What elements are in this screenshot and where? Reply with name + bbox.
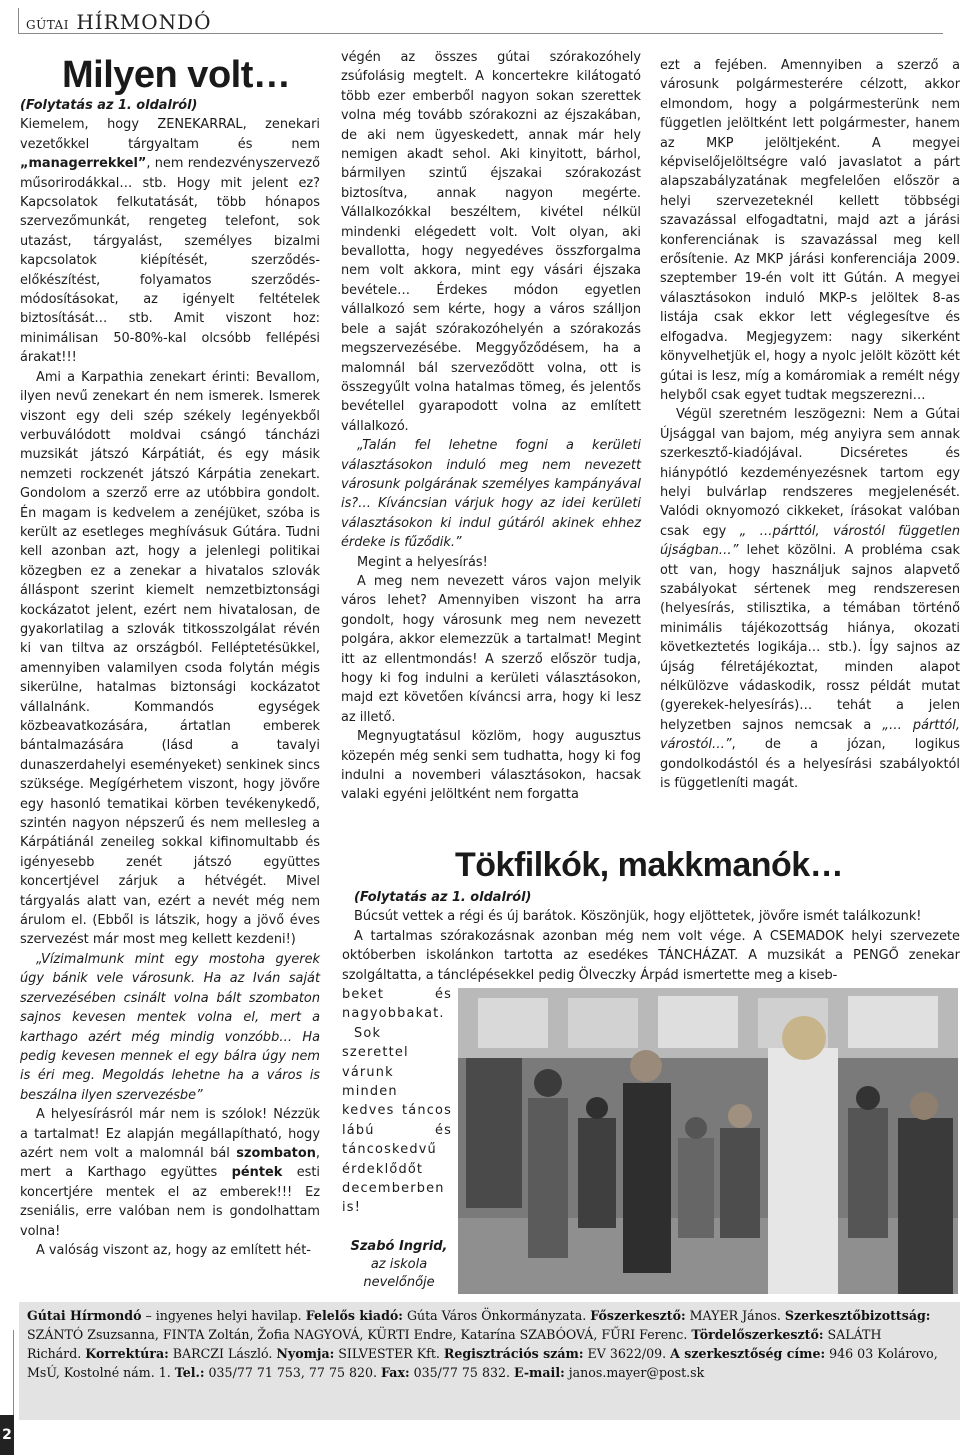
article2-signature: [348, 1238, 450, 1292]
text-run: SALÁTH: [823, 1327, 882, 1342]
text-run-bold: Korrektúra:: [85, 1346, 169, 1361]
article1-paragraph: [20, 1105, 320, 1241]
text-run: 035/77 71 753, 77 75 820.: [204, 1365, 382, 1380]
masthead-name-large: HÍRMONDÓ: [76, 10, 212, 34]
text-run: MsÚ, Kostolné nám. 1.: [27, 1365, 175, 1380]
imprint-box: [19, 1302, 960, 1420]
text-run: , mert a Karthago együttes: [20, 1145, 320, 1181]
masthead-title: [26, 10, 212, 34]
article2-title: Tökfilkók, makkmanók…: [455, 846, 844, 884]
text-run-italic: „ …párttól, várostól független újságban…”: [660, 523, 960, 559]
dance-photo-image: [458, 988, 958, 1294]
imprint-line-2: [27, 1325, 952, 1344]
article1-quote: „Talán fel lehetne fogni a kerületi választásokon induló meg nem nevezett városunk polgárának személyes kampányával is?… Kíváncsian várjuk hogy az idei kerületi választásokon ki indul gútáról akinek ehhez érdeke is fűződik.”: [341, 438, 641, 551]
text-run: janos.mayer@post.sk: [564, 1365, 705, 1380]
article1-title: Milyen volt…: [62, 54, 291, 96]
page-number: 2: [0, 1415, 14, 1455]
dance-photo: [458, 988, 958, 1294]
text-run-bold: „managerrekkel”: [20, 156, 147, 172]
text-run: 035/77 75 832.: [409, 1365, 514, 1380]
article1-column-3: [660, 56, 960, 793]
text-run-bold: Szerkesztőbizottság:: [784, 1308, 931, 1323]
text-run: esti koncertjére mentek el az emberek!!! Ez zseniális, erre valóban nem is gondolhattam volna!: [20, 1165, 320, 1239]
masthead-name-small: GÚTAI: [26, 18, 69, 32]
signature-role-line-1: az iskola: [370, 1257, 428, 1272]
text-run-bold: Nyomja:: [276, 1346, 335, 1361]
text-run: SILVESTER Kft.: [334, 1346, 444, 1361]
article1-paragraph: [660, 405, 960, 793]
text-run-bold: Fax:: [381, 1365, 410, 1380]
text-run-bold: péntek: [231, 1165, 283, 1181]
text-run-bold: Regisztrációs szám:: [443, 1346, 584, 1361]
text-run: lehet közölni. A probléma csak ott van, hogy használjuk sajnos alapvető szabályokat sértenek meg rendszeresen (helyesírás, stilisztika, a témában történő minimális tájékozottság hiánya, okozati következtetés logikája… stb.). Így sajnos az újság félretájékoztat, minden alapot nélkülözve vádaskodik, rossz példát mutat (gyerekek-helyesírás)… tehát a jelen helyzetben sajnos nemcsak a: [660, 543, 960, 733]
article1-column-2: [341, 48, 641, 805]
signature-role-line-2: nevelőnője: [363, 1275, 435, 1290]
imprint-line-3: [27, 1344, 952, 1363]
article2-body: [342, 888, 960, 985]
article1-paragraph: Ami a Karpathia zenekart érinti: Bevallom, ilyen nevű zenekart én nem ismerek. Ismerek viszont egy deli szép székely legényekből verbuválódott moldvai csángó táncházi muzsikát játszó Kárpátiát, és egy másik nemzeti rockzenét játszó Kárpátia zenekart. Gondolom a szerző erre az utóbbira gondolt. Én magam is kedvelem a zenéjüket, szóba is került az esetleges meghívásuk Gútára. Tudni kell azonban azt, hogy a jelenlegi politikai közegben ez a zenekar a hivatalos szlovák álláspont szerint kiemelt nemzetbiztonsági kockázatot jelent, ezért nem hivatalosan, de gyakorlatilag a szlovák titkosszolgálat révén ki van tiltva az országból. Felléptetésükkel, amennyiben valamilyen csoda folytán mégis sikerülne, hatalmas biztonsági kockázatot vállalnánk. Kommandós egységek közbeavatkozására, ártatlan emberek bántalmazására (lásd a tavalyi dunaszerdahelyi eseményeket) senkinek sincs szüksége. Megígérhetem viszont, hogy jövőre egy hasonló tematikai körben tevékenykedő, szintén nagyon népszerű és nem mellesleg a Kárpátiánál zeneileg sokkal kifinomultabb és igényesebb zenét játszó együttes koncertjével zárjuk a hétvégét. Mivel tárgyalás alatt van, ezért a nevét még nem árulom el. (Ebből is látszik, hogy a jövő éves szervezést már most meg kellett kezdeni!): [20, 369, 320, 948]
text-run: Kiemelem, hogy ZENEKARRAL, zenekari vezetőkkel tárgyaltam és nem: [20, 117, 320, 152]
imprint-line-4: [27, 1363, 952, 1382]
article1-continued: (Folytatás az 1. oldalról): [20, 98, 198, 113]
masthead-rule: [18, 8, 19, 34]
article1-column-1: [20, 96, 320, 1260]
article1-paragraph: ezt a fejében. Amennyiben a szerző a városunk polgármesterére célzott, akkor elmondom, hogy a polgármesterünk nem független jelöltként lett polgármester, hanem az MKP jelöltjeként. A megyei képviselőjelöltségre való javaslatot a párt alapszabályzatának megfelelően először a helyi szervezeteknél kellett többségi szavazással elfogadtatni, majd azt a járási konferenciának is szavazással meg kell erősítenie. Az MKP járási konferenciája 2009. szeptember 19-én volt itt Gútán. A megyei választásokon induló MKP-s jelöltek 8-as listája csak ekkor lett véglegesítve és elfogadva. Megjegyzem: nagy sikerként könyvelhetjük el, hogy a nyolc jelölt között két gútai is lesz, míg a komáromiak a remélt négy helyből csak egyet tudtak megszerezni…: [660, 58, 960, 403]
text-run: MAYER János.: [685, 1308, 785, 1323]
text-run-bold: Felelős kiadó:: [305, 1308, 403, 1323]
article2-paragraph: Sok szerettel várunk minden kedves táncos lábú és táncoskedvű érdeklődőt decemberben is!: [342, 1025, 452, 1216]
article1-paragraph: [20, 115, 320, 367]
text-run: EV 3622/09.: [583, 1346, 671, 1361]
article1-quote: „Vízimalmunk mint egy mostoha gyerek úgy bánik vele városunk. Ha az Iván saját szervezésében csinált volna bált szombaton sajnos kevesen mentek volna el, mert a karthago azért még mindig vonzóbb… Ha pedig kevesen mennek el egy bálra úgy nem is éri meg. Megoldás lehetne ha a város is beszálna ilyen szervezésbe”: [20, 951, 320, 1103]
text-run-bold: Gútai Hírmondó: [27, 1308, 142, 1323]
text-run-italic: „… párttól, várostól…”: [660, 717, 960, 753]
article1-paragraph: Megint a helyesírás!: [357, 554, 488, 570]
text-run: SZÁNTÓ Zsuzsanna, FINTA Zoltán, Žofia NAGYOVÁ, KÜRTI Endre, Katarína SZABÓOVÁ, FŰRI Ferenc.: [27, 1327, 692, 1342]
article2-paragraph: beket és nagyobbakat.: [342, 987, 452, 1022]
article2-narrow-column: [342, 985, 452, 1218]
text-run: , de a józan, logikus gondolkodástól és a helyesírási szabályoktól is függetleníti magát.: [660, 737, 960, 792]
text-run-bold: Tördelőszerkesztő:: [691, 1327, 824, 1342]
masthead: [18, 8, 943, 34]
article2-paragraph: A tartalmas szórakozásnak azonban még nem volt vége. A CSEMADOK helyi szervezete októberben iskolánkon tartotta az esedékes TÁNCHÁZAT. A muzsikát a PENGŐ zenekar szolgáltatta, a tánclépésekkel pedig Ölveczky Árpád ismertette meg a kiseb-: [342, 928, 960, 983]
imprint-line-1: [27, 1306, 952, 1325]
text-run-bold: E-mail:: [514, 1365, 565, 1380]
text-run: Richárd.: [27, 1346, 86, 1361]
text-run-bold: A szerkesztőség címe:: [670, 1346, 826, 1361]
text-run: A helyesírásról már nem is szólok! Nézzük a tartalmat! Ez alapján megállapítható, hogy azért nem volt a malomnál bál: [20, 1107, 320, 1161]
signature-name: Szabó Ingrid,: [350, 1239, 448, 1254]
text-run-bold: Tel.:: [174, 1365, 205, 1380]
text-run-bold: szombaton: [236, 1145, 316, 1161]
article2-paragraph: Búcsút vettek a régi és új barátok. Köszönjük, hogy eljöttetek, jövőre ismét találkozunk!: [354, 909, 922, 925]
text-run: , nem rendezvényszervező műsorirodákkal… stb. Hogy mit jelent ez? Kapcsolatok felkutatását, több hónapos szervezőmunkát, rengeteg telefont, sok utazást, tárgyalást, személyes bizalmi kapcsolatok kiépítését, szerződés-előkészítést, folyamatos szerződés-módosításokat, az igényelt feltételek biztosítását… stb. Amit viszont hoz: minimálisan 50-80%-kal olcsóbb fellépési árakat!!!: [20, 156, 320, 366]
text-run: – ingyenes helyi havilap.: [141, 1308, 306, 1323]
text-run: Gúta Város Önkormányzata.: [402, 1308, 591, 1323]
article1-paragraph: A meg nem nevezett város vajon melyik város lehet? Amennyiben viszont ha arra gondolt, hogy városunk meg nem nevezett polgára, akkor elemezzük a tartalmat! Megint itt az ellentmondás! A szerző először tudja, hogy ki fog indulni a kerületi választásokon, majd ezt követően kíváncsi arra, hogy ki lesz az illető.: [341, 573, 641, 725]
text-run: 946 03 Kolárovo,: [825, 1346, 938, 1361]
text-run: Végül szeretném leszögezni: Nem a Gútai Újsággal van bajom, még anyiyra sem annak szerkesztő-kiadójával. Dicséretes és hiánypótló kezdeményezésnek tartom egy helyi bulvárlap rendszeres megjelenését. Valódi oknyomozó cikkeket, írásokat valóban csak egy: [660, 407, 960, 539]
article2-continued: (Folytatás az 1. oldalról): [354, 890, 532, 905]
article1-paragraph: végén az összes gútai szórakozóhely zsúfolásig megtelt. A koncertekre kilátogató több ezer emberből nagyon sokan szerettek volna még tovább szórakozni az éjszakában, de aki nem ügyeskedett, annak már hely nemigen akadt sehol. Aki kinyitott, bárhol, bármilyen szintű éjszakai szórakozást biztosítva, annak nagyon megérte. Vállalkozókkal beszéltem, kivétel nélkül mindenki elégedett volt. Volt olyan, aki bevallotta, hogy negyedéves összforgalma nem volt akkora, mint egy vásári éjszaka bevétele… Érdekes módon egyetlen vállalkozó sem kérte, hogy a város szálljon bele a saját szórakozóhelyén a szórakozás megszervezésébe. Meggyőződésem, ha a malomnál bál szerveződött volna, ott is összegyűlt volna hatalmas tömeg, és jelentős bevétellel gyarapodott volna az említett vállalkozó.: [341, 50, 641, 434]
article1-paragraph: A valóság viszont az, hogy az említett hét-: [36, 1242, 311, 1258]
text-run: BARCZI László.: [168, 1346, 277, 1361]
text-run-bold: Főszerkesztő:: [590, 1308, 686, 1323]
article1-paragraph: Megnyugtatásul közlöm, hogy augusztus közepén még senki sem tudhatta, hogy ki fog indulni a novemberi választásokon, hacsak valaki egyéni jelöltként nem forgatta: [341, 729, 641, 803]
